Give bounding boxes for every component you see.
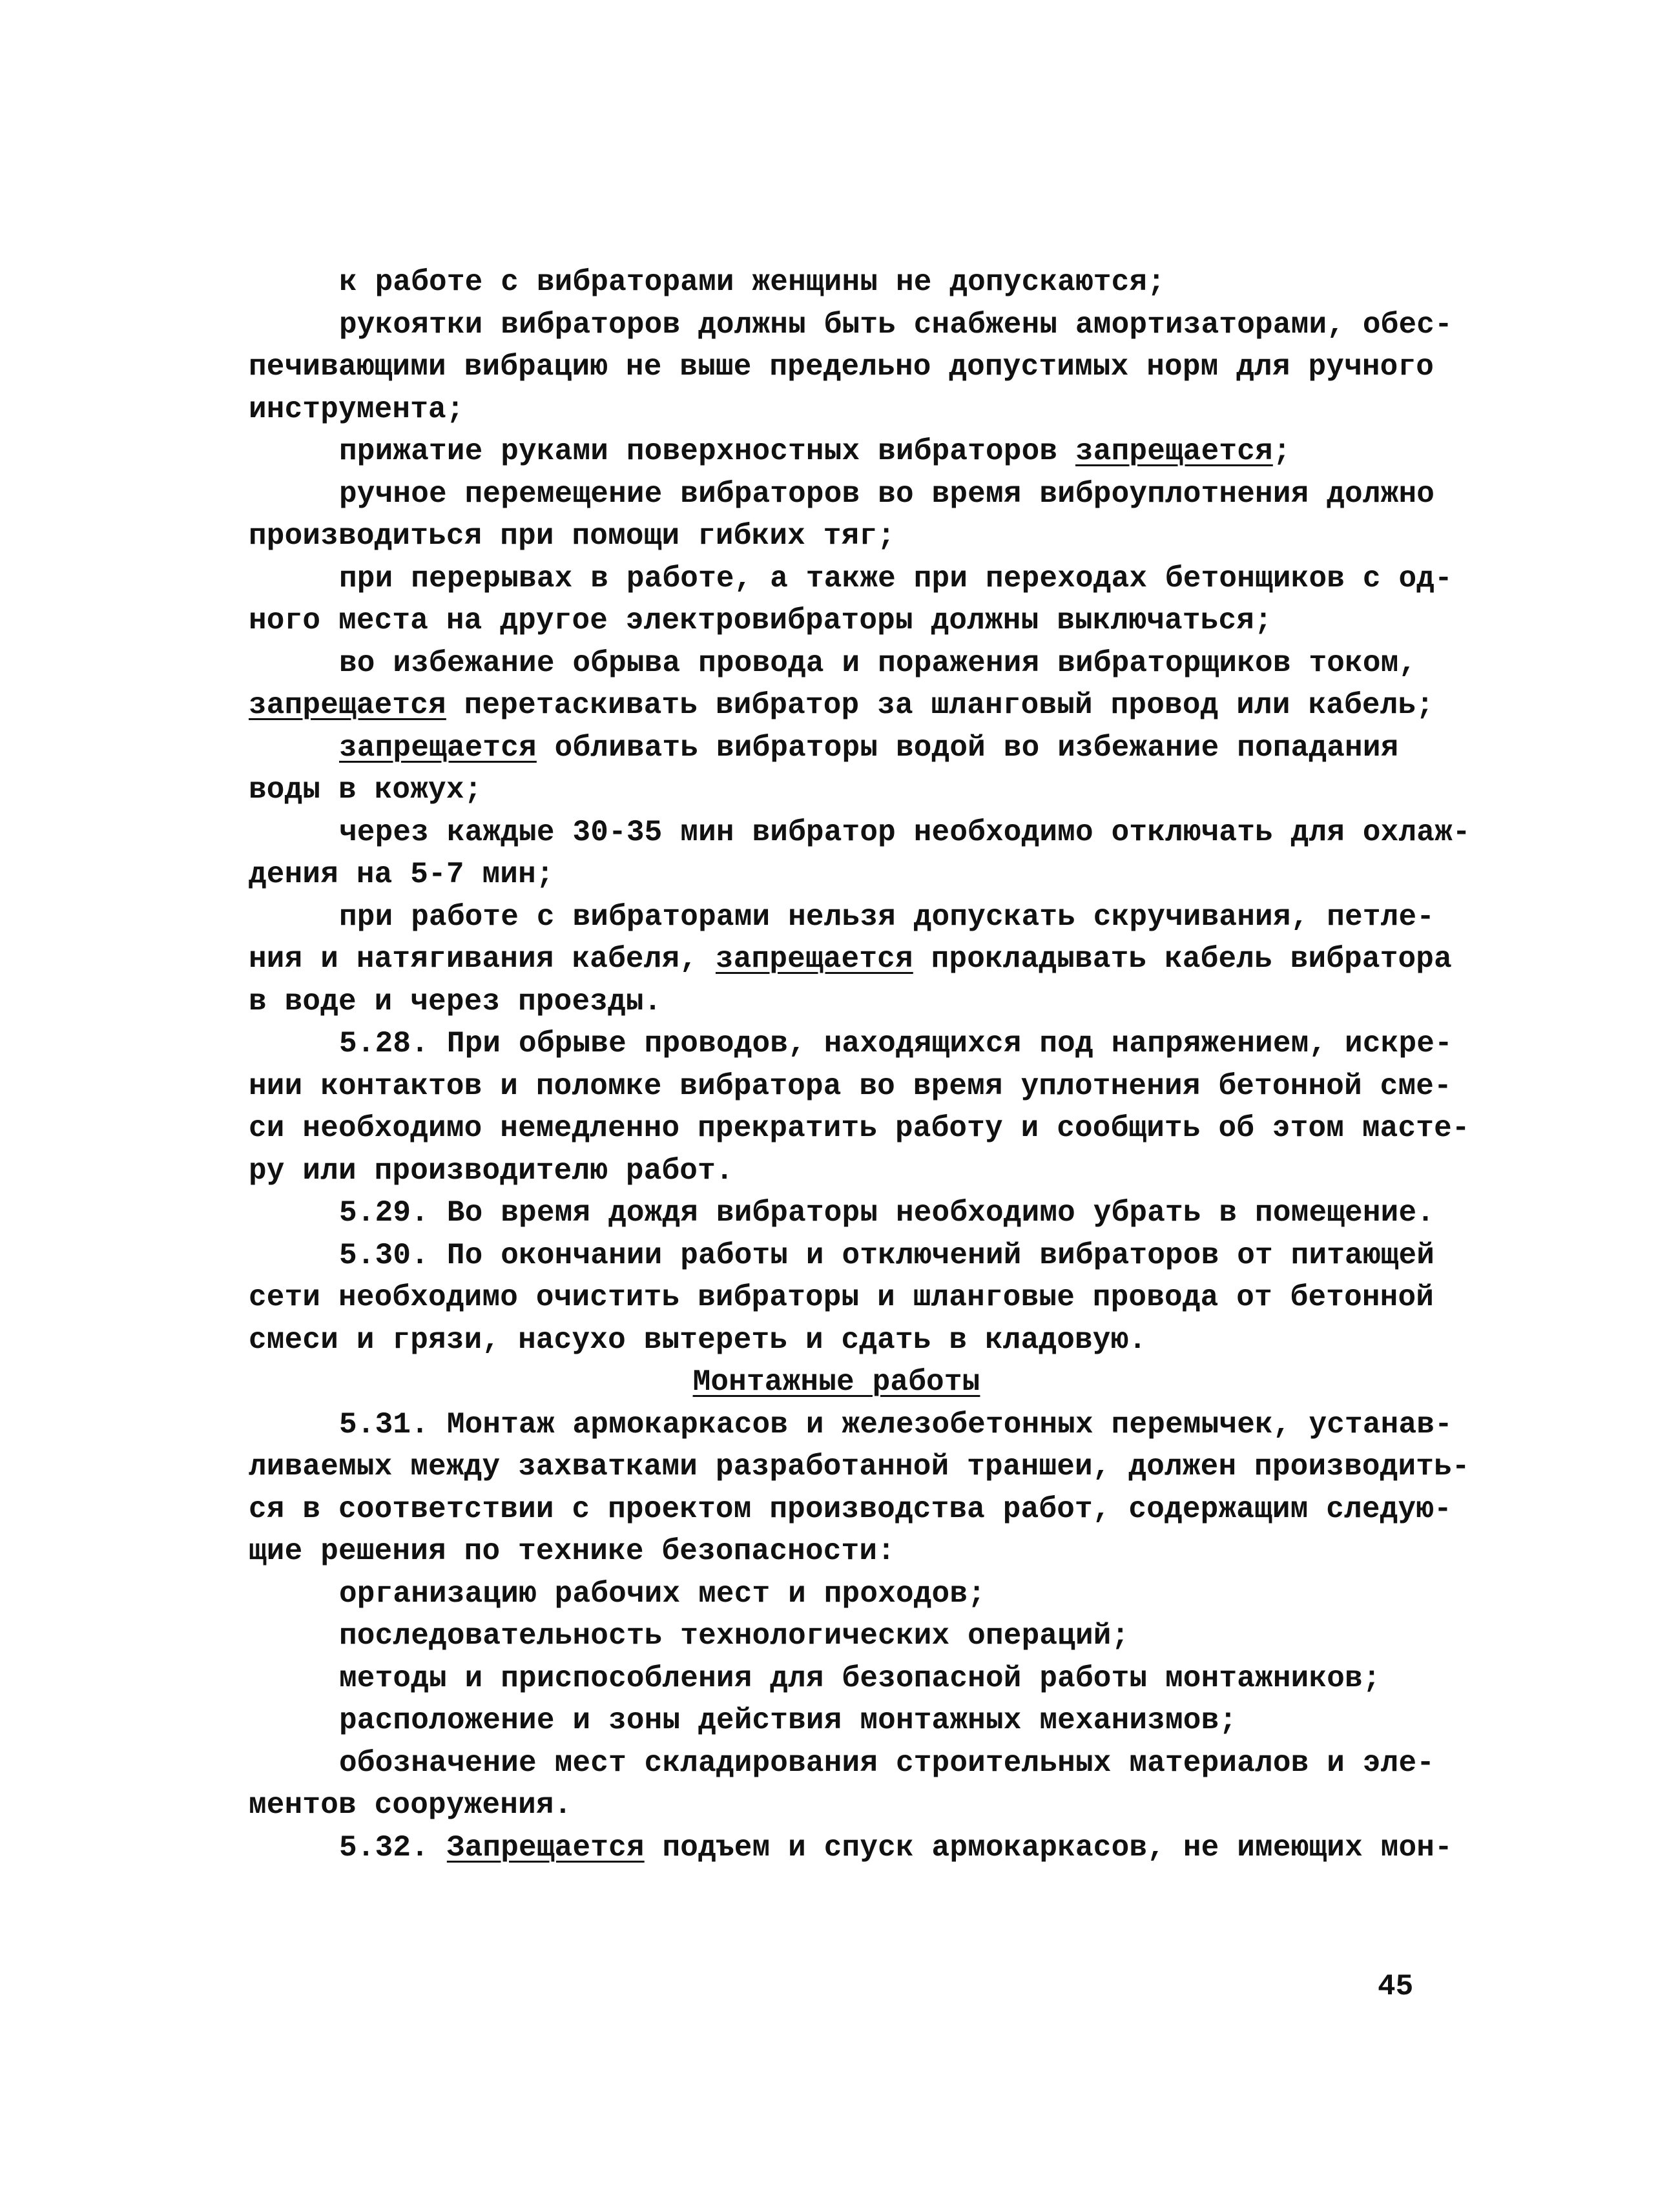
- text-line: при работе с вибраторами нельзя допускать скручивания, петле-: [339, 900, 1435, 934]
- text-line: сети необходимо очистить вибраторы и шланговые провода от бетонной: [249, 1281, 1435, 1314]
- text-fragment: ;: [1272, 435, 1291, 468]
- text-fragment: ния и натягивания кабеля,: [249, 942, 716, 976]
- text-line: инструмента;: [249, 392, 464, 426]
- text-line: [249, 685, 1463, 727]
- text-line: ручное перемещение вибраторов во время виброуплотнения должно: [339, 477, 1435, 511]
- text-line: организацию рабочих мест и проходов;: [339, 1576, 986, 1611]
- text-line: ливаемых между захватками разработанной траншеи, должен производить-: [249, 1450, 1470, 1483]
- text-line: последовательность технологических операций;: [339, 1619, 1130, 1653]
- text-line: в воде и через проезды.: [249, 984, 662, 1018]
- text-line: [249, 431, 1463, 473]
- text-line: рукоятки вибраторов должны быть снабжены амортизаторами, обес-: [339, 307, 1453, 342]
- text-line: расположение и зоны действия монтажных механизмов;: [339, 1704, 1238, 1737]
- text-fragment: обливать вибраторы водой во избежание попадания: [536, 730, 1399, 765]
- text-line: ного места на другое электровибраторы должны выключаться;: [249, 604, 1272, 637]
- underlined-term: запрещается: [715, 942, 913, 976]
- text-line: воды в кожух;: [249, 773, 482, 807]
- section-heading-text: Монтажные работы: [692, 1365, 980, 1399]
- text-line: смеси и грязи, насухо вытереть и сдать в кладовую.: [249, 1323, 1147, 1357]
- text-line: 5.28. При обрыве проводов, находящихся под напряжением, искре-: [339, 1027, 1453, 1060]
- text-line: производиться при помощи гибких тяг;: [249, 519, 895, 553]
- section-heading: [249, 1361, 1463, 1404]
- underlined-term: запрещается: [1075, 435, 1273, 468]
- text-line: ру или производителю работ.: [249, 1153, 734, 1188]
- text-line: к работе с вибраторами женщины не допускаются;: [339, 265, 1166, 299]
- text-line: методы и приспособления для безопасной работы монтажников;: [339, 1661, 1381, 1695]
- text-line: [249, 1827, 1463, 1870]
- text-line: нии контактов и поломке вибратора во время уплотнения бетонной сме-: [249, 1069, 1452, 1103]
- text-line: во избежание обрыва провода и поражения вибраторщиков током,: [339, 646, 1417, 680]
- body-text: [249, 262, 1471, 1869]
- text-line: [249, 938, 1463, 981]
- underlined-term: запрещается: [249, 688, 446, 722]
- text-line: через каждые 30-35 мин вибратор необходимо отключать для охлаж-: [339, 815, 1471, 849]
- text-line: 5.29. Во время дождя вибраторы необходимо убрать в помещение.: [339, 1196, 1435, 1230]
- underlined-term: Запрещается: [446, 1830, 645, 1865]
- underlined-term: запрещается: [339, 730, 537, 765]
- text-line: обозначение мест складирования строительных материалов и эле-: [339, 1746, 1435, 1780]
- text-fragment: 5.32.: [339, 1830, 447, 1865]
- text-line: дения на 5-7 мин;: [249, 858, 554, 891]
- text-line: печивающими вибрацию не выше предельно допустимых норм для ручного: [249, 350, 1435, 384]
- text-line: 5.31. Монтаж армокаркасов и железобетонных перемычек, устанав-: [339, 1407, 1453, 1442]
- text-fragment: подъем и спуск армокаркасов, не имеющих мон-: [644, 1830, 1453, 1865]
- text-fragment: прижатие руками поверхностных вибраторов: [339, 435, 1075, 468]
- text-line: 5.30. По окончании работы и отключений вибраторов от питающей: [339, 1238, 1435, 1272]
- text-line: щие решения по технике безопасности:: [249, 1535, 895, 1568]
- text-line: [249, 727, 1463, 770]
- text-fragment: прокладывать кабель вибратора: [913, 942, 1452, 976]
- text-fragment: перетаскивать вибратор за шланговый провод или кабель;: [446, 688, 1435, 722]
- page-number: 45: [1378, 1970, 1414, 2003]
- text-line: при перерывах в работе, а также при переходах бетонщиков с од-: [339, 561, 1453, 595]
- text-line: си необходимо немедленно прекратить работу и сообщить об этом масте-: [249, 1111, 1470, 1145]
- text-line: ся в соответствии с проектом производства работ, содержащим следую-: [249, 1492, 1452, 1526]
- text-line: ментов сооружения.: [249, 1788, 572, 1822]
